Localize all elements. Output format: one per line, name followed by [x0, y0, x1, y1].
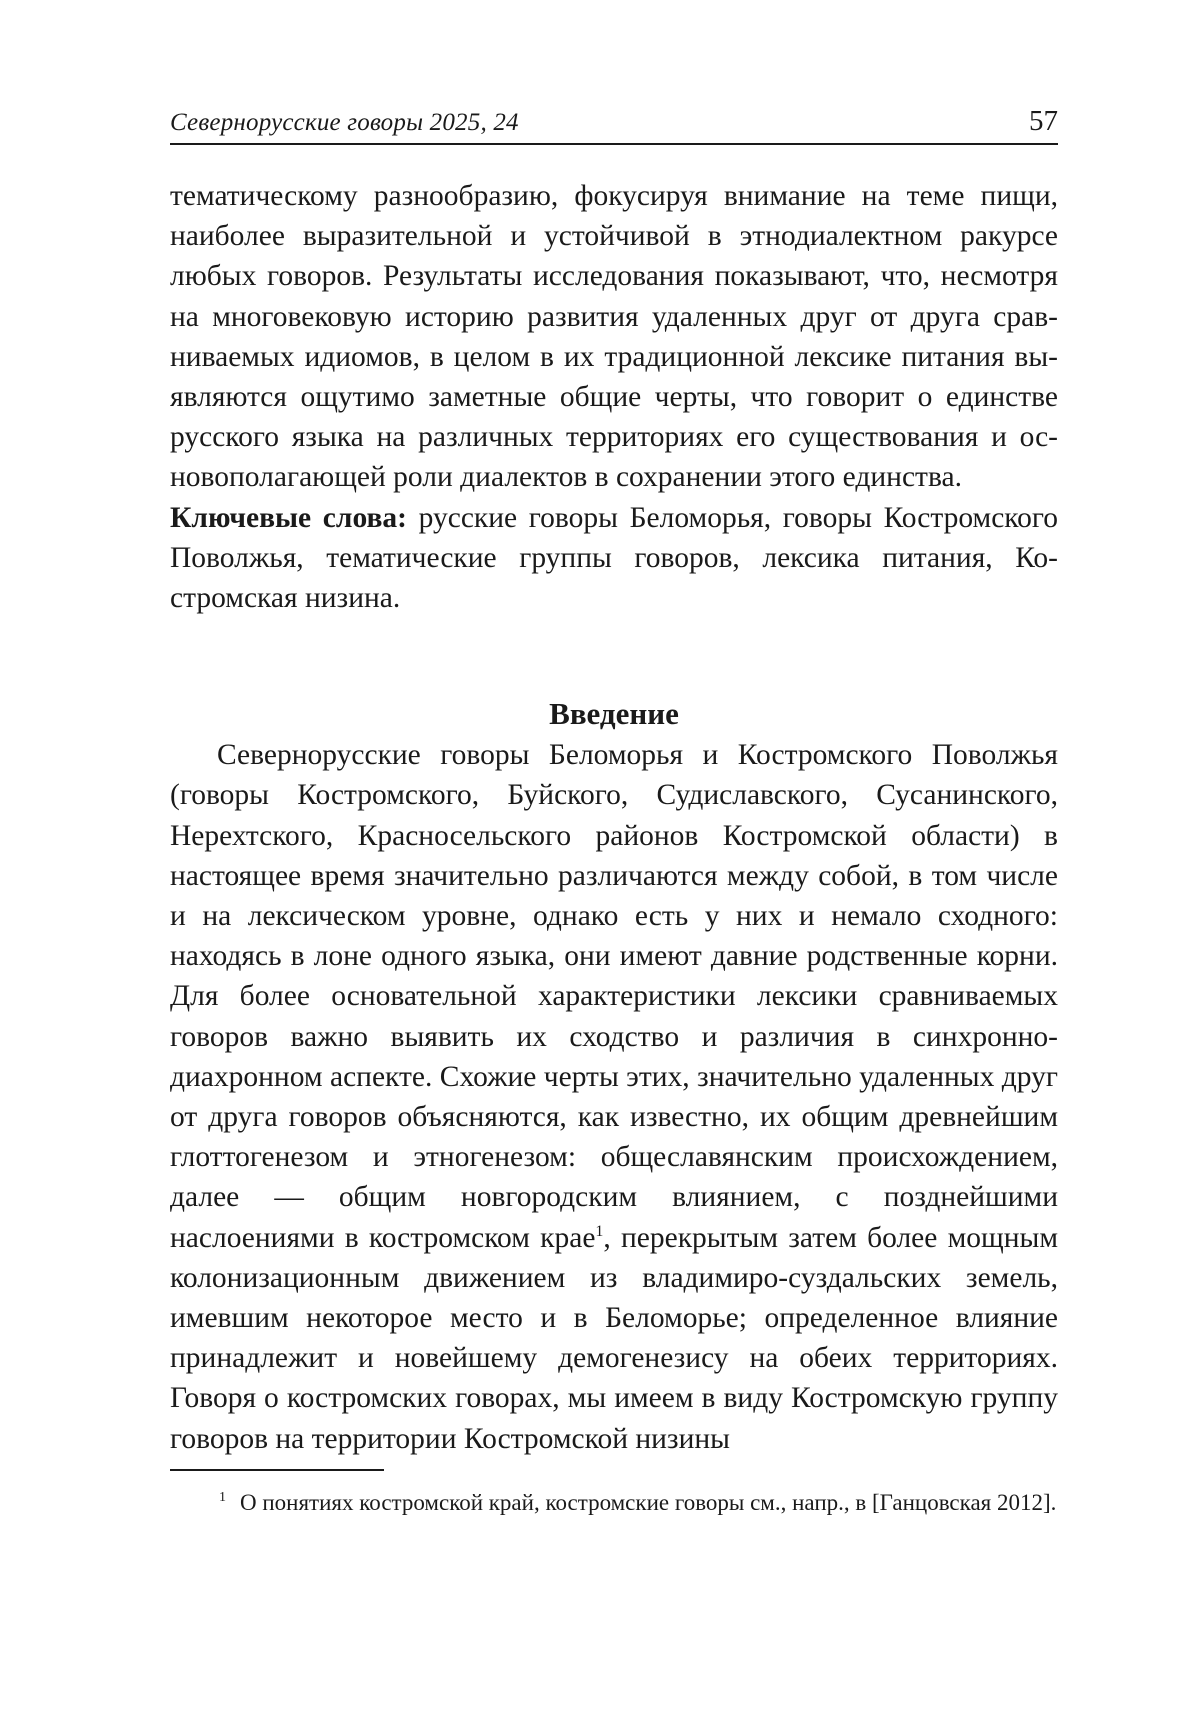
footnote-reference: 1: [595, 1222, 604, 1240]
intro-text-part2: , перекрытым затем более мощным колонизационным движением из владимиро-суздальских земель, имевшим некоторое место и в Беломорье; определенное влияние принадлежит и новейшему демогенезису на обеих территориях. Говоря о костромских говорах, мы имеем в виду Костромскую группу говоров на территории Костромской низины: [170, 1221, 1058, 1455]
footnote-separator: [170, 1469, 384, 1471]
keywords-label: Ключевые слова:: [170, 501, 407, 534]
abstract-paragraph: тематическому разнообразию, фокусируя внимание на теме пищи, наиболее выразительной и устойчивой в этнодиалектном ракурсе любых говоров. Результаты исследования показывают, что, несмотря на многовековую историю развития удаленных друг от друга сравниваемых идиомов, в целом в их традиционной лексике питания выявляются ощутимо заметные общие черты, что говорит о единстве русского языка на различных территориях его существования и основополагающей роли диалектов в сохранении этого единства.: [170, 180, 1058, 494]
intro-paragraph: [170, 735, 1058, 1459]
journal-title: Севернорусские говоры 2025, 24: [170, 109, 519, 136]
section-heading: Введение: [549, 696, 679, 732]
page-number: 57: [1029, 105, 1058, 137]
footnote-text: О понятиях костромской край, костромские говоры см., напр., в [Ганцовская 2012].: [240, 1490, 1057, 1515]
keywords-text: русские говоры Беломорья, говоры Костромского Поволжья, тематические группы говоров, лексика питания, Костромская низина.: [170, 501, 1059, 615]
keywords-paragraph: [170, 498, 1058, 619]
intro-text-part1: Севернорусские говоры Беломорья и Костромского Поволжья (говоры Костромского, Буйского, Судиславского, Сусанинского, Нерехтского, Красносельского районов Костромской области) в настоящее время значительно различаются между собой, в том числе и на лексическом уровне, однако есть у них и немало сходного: находясь в лоне одного языка, они имеют давние родственные корни. Для более основательной характеристики лексики сравниваемых говоров важно выявить их сходство и различия в синхронно-диахронном аспекте. Схожие черты этих, значительно удаленных друг от друга говоров объясняются, как известно, их общим древнейшим глоттогенезом и этногенезом: общеславянским происхождением, далее — общим новгородским влиянием, с позднейшими наслоениями в костромском крае: [170, 739, 1058, 1254]
footnote: [170, 1486, 1058, 1520]
footnote-marker: 1: [219, 1490, 226, 1506]
running-header: [170, 103, 1058, 145]
article-body: [170, 176, 1058, 1459]
